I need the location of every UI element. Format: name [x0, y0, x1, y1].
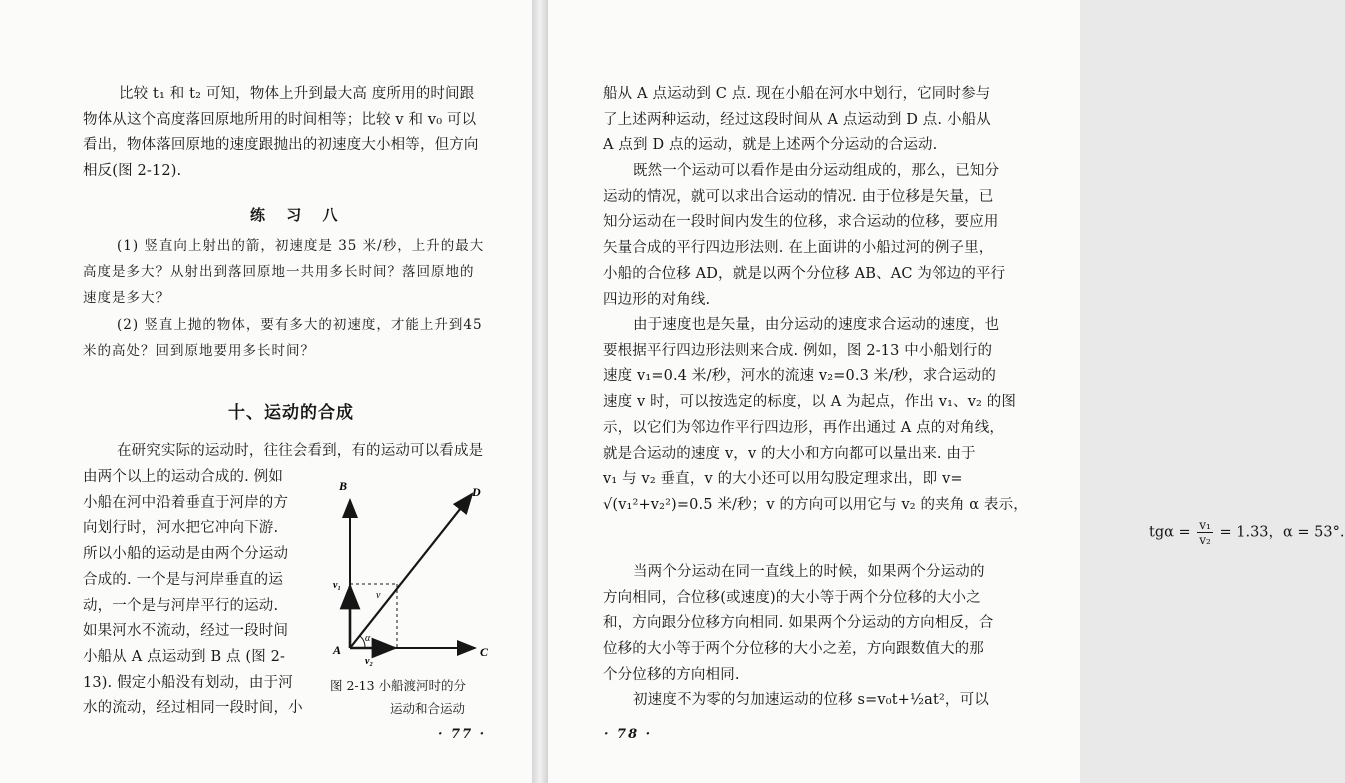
text-line: 速度是多大？	[83, 290, 170, 306]
text-line: (1) 竖直向上射出的箭，初速度是 35 米/秒，上升的最大	[117, 238, 485, 254]
formula-prefix: tgα =	[1149, 524, 1191, 541]
label-d: D	[472, 485, 481, 499]
text-line: 米的高处？回到原地要用多长时间？	[83, 343, 315, 359]
text-line: 既然一个运动可以看作是由分运动组成的，那么，已知分	[633, 163, 1000, 179]
text-line: 高度是多大？从射出到落回原地一共用多长时间？落回原地的	[83, 264, 475, 280]
text-line: 就是合运动的速度 v，v 的大小和方向都可以量出来. 由于	[603, 445, 976, 462]
text-line: 由两个以上的运动合成的. 例如	[83, 469, 283, 485]
right-page	[548, 0, 1345, 783]
text-line: A 点到 D 点的运动，就是上述两个分运动的合运动.	[603, 137, 938, 154]
exercise-1	[83, 233, 495, 311]
label-a: A	[333, 643, 342, 657]
exercise-title: 练 习 八	[250, 206, 346, 224]
text-line: 物体从这个高度落回原地所用的时间相等；比较 v 和 v₀ 可以	[83, 111, 477, 128]
text-line: 如果河水不流动，经过一段时间	[83, 623, 289, 640]
figure-caption-line-1: 图 2-13 小船渡河时的分	[330, 678, 467, 693]
paragraph-1	[603, 82, 1015, 159]
text-line: 水的流动，经过相同一段时间，小	[83, 700, 303, 717]
label-c: C	[480, 645, 489, 659]
text-line: 运动的情况，就可以求出合运动的情况. 由于位移是矢量，已	[603, 188, 994, 205]
figure-caption-line-2: 运动和合运动	[390, 701, 466, 716]
text-line: 相反(图 2-12).	[83, 163, 182, 180]
text-line: 比较 t₁ 和 t₂ 可知，物体上升到最大高 度所用的时间跟	[119, 86, 475, 102]
text-line: 速度 v₁=0.4 米/秒，河水的流速 v₂=0.3 米/秒，求合运动的	[603, 368, 997, 385]
exercise-2	[83, 312, 495, 364]
paragraph-5	[603, 688, 1015, 714]
text-line: 个分位移的方向相同.	[603, 666, 740, 683]
paragraph-4	[603, 560, 1015, 689]
text-line: 合成的. 一个是与河岸垂直的运	[83, 571, 283, 588]
book-gutter	[532, 0, 548, 783]
text-line: 在研究实际的运动时，往往会看到，有的运动可以看成是	[117, 443, 484, 459]
page-number-78: · 78 ·	[604, 727, 653, 742]
intro-paragraph	[83, 82, 495, 185]
formula-numerator: v₁	[1199, 518, 1211, 532]
label-v2: v₂	[365, 656, 373, 667]
text-line: 四边形的对角线.	[603, 291, 711, 308]
label-v1: v₁	[333, 580, 341, 591]
paragraph-2	[603, 159, 1015, 313]
label-v: v	[376, 590, 381, 601]
section-title: 十、运动的合成	[228, 403, 354, 423]
text-line: 看出，物体落回原地的速度跟抛出的初速度大小相等，但方向	[83, 137, 479, 154]
text-line: 知分运动在一段时间内发生的位移，求合运动的位移，要应用	[603, 214, 999, 231]
page-number-77: · 77 ·	[438, 727, 487, 742]
vector-diagram	[325, 470, 515, 675]
text-line: 初速度不为零的匀加速运动的位移 s=v₀t+½at²，可以	[633, 692, 989, 708]
text-line: 所以小船的运动是由两个分运动	[83, 546, 289, 563]
text-line: 了上述两种运动，经过这段时间从 A 点运动到 D 点. 小船从	[603, 111, 991, 128]
text-line: 向划行时，河水把它冲向下游.	[83, 520, 279, 537]
text-line: 速度 v 时，可以按选定的标度，以 A 为起点，作出 v₁、v₂ 的图	[603, 394, 1017, 411]
tan-alpha-formula	[1149, 518, 1345, 547]
text-line: 矢量合成的平行四边形法则. 在上面讲的小船过河的例子里，	[603, 240, 994, 257]
body-first-line	[83, 439, 495, 465]
text-line: 当两个分运动在同一直线上的时候，如果两个分运动的	[633, 564, 985, 580]
text-line: 位移的大小等于两个分位移的大小之差，方向跟数值大的那	[603, 641, 984, 658]
text-line: v₁ 与 v₂ 垂直，v 的大小还可以用勾股定理求出，即 v=	[603, 471, 963, 488]
text-line: √(v₁²+v₂²)=0.5 米/秒；v 的方向可以用它与 v₂ 的夹角 α 表示，	[603, 496, 1028, 513]
formula-suffix: = 1.33，α = 53°.	[1219, 524, 1345, 541]
label-b: B	[339, 479, 348, 493]
vector-ad	[350, 494, 472, 648]
label-alpha: α	[365, 633, 371, 644]
paragraph-3	[603, 313, 1028, 519]
formula-fraction	[1197, 518, 1213, 547]
body-wrapped-paragraph	[83, 465, 311, 722]
text-line: 由于速度也是矢量，由分运动的速度求合运动的速度，也	[633, 317, 1000, 333]
text-line: 要根据平行四边形法则来合成. 例如，图 2-13 中小船划行的	[603, 342, 993, 359]
left-page	[0, 0, 532, 783]
text-line: 船从 A 点运动到 C 点. 现在小船在河水中划行，它同时参与	[603, 86, 991, 102]
text-line: 示，以它们为邻边作平行四边形，再作出通过 A 点的对角线，	[603, 419, 1005, 436]
text-line: 和，方向跟分位移方向相同. 如果两个分运动的方向相反，合	[603, 615, 994, 632]
formula-denominator: v₂	[1199, 533, 1211, 547]
text-line: 小船从 A 点运动到 B 点 (图 2-	[83, 648, 286, 665]
text-line: 小船的合位移 AD，就是以两个分位移 AB、AC 为邻边的平行	[603, 265, 1006, 282]
text-line: (2) 竖直上抛的物体，要有多大的初速度，才能上升到45	[117, 317, 483, 333]
text-line: 小船在河中沿着垂直于河岸的方	[83, 494, 289, 511]
text-line: 动，一个是与河岸平行的运动.	[83, 597, 279, 614]
text-line: 方向相同，合位移(或速度)的大小等于两个分位移的大小之	[603, 589, 981, 606]
text-line: 13). 假定小船没有划动，由于河	[83, 674, 293, 691]
